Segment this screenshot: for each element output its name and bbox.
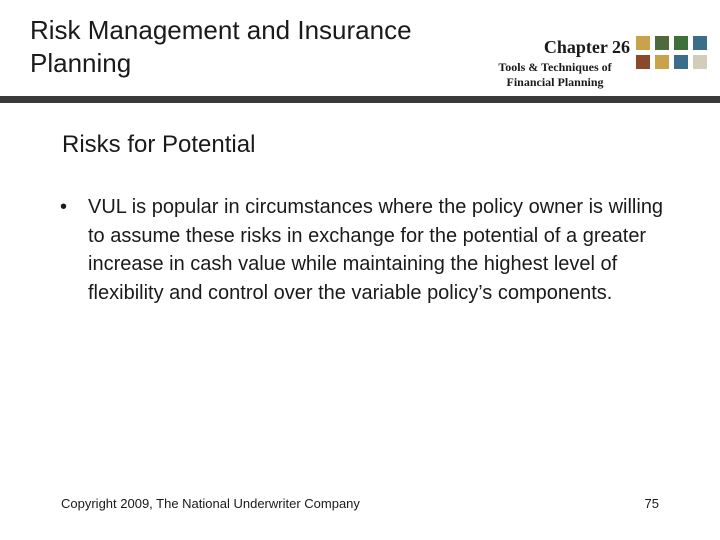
- chapter-block: [430, 36, 630, 90]
- chapter-subtitle: Tools & Techniques of Financial Planning: [498, 60, 612, 89]
- decorative-square: [674, 55, 688, 69]
- bullet-item: [60, 193, 700, 307]
- decorative-square: [636, 55, 650, 69]
- slide-title: Risk Management and Insurance Planning: [30, 15, 412, 78]
- decorative-squares: [636, 36, 716, 76]
- bullet-marker: •: [60, 196, 68, 218]
- decorative-square: [636, 36, 650, 50]
- decorative-square: [655, 36, 669, 50]
- decorative-square: [674, 36, 688, 50]
- decorative-square: [693, 55, 707, 69]
- decorative-square: [655, 55, 669, 69]
- decorative-square: [693, 36, 707, 50]
- header-divider: [0, 96, 720, 103]
- page-number: 75: [644, 496, 659, 511]
- bullet-text: VUL is popular in circumstances where the policy owner is willing to assume these risks in exchange for the potential of a greater increase in cash value while maintaining the highest level of flexibility and control over the variable policy’s components.: [88, 196, 664, 304]
- section-heading: Risks for Potential: [62, 131, 256, 158]
- chapter-label: Chapter 26: [543, 37, 630, 57]
- footer-copyright: Copyright 2009, The National Underwriter Company: [61, 496, 360, 511]
- bullet-list: [60, 193, 700, 307]
